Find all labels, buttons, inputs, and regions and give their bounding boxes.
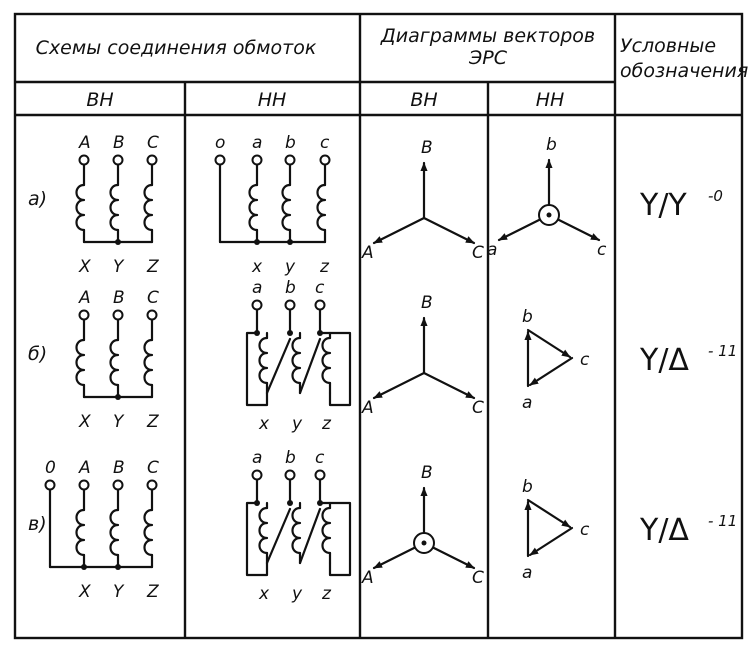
hv-scheme-1-top-label: C <box>147 288 159 308</box>
hv-scheme-2-winding-0-coil <box>77 510 85 555</box>
lv-scheme-1-coil-1 <box>293 338 301 383</box>
lv-vectors-2 <box>522 477 590 583</box>
hv-scheme-0-winding-2-terminal <box>148 156 157 165</box>
lv-scheme-0-top-label: a <box>252 133 263 153</box>
hv-scheme-2-top-label: B <box>113 458 125 478</box>
hv-scheme-0-bottom-label: Y <box>113 257 124 277</box>
symbol-1 <box>639 342 737 378</box>
lv-scheme-1-top-label: b <box>285 278 296 298</box>
hv-vectors-1-label-left: A <box>362 398 374 418</box>
hv-scheme-1-bottom-label: X <box>79 412 91 432</box>
hv-vectors-0 <box>361 138 484 263</box>
hv-scheme-2-bottom-label: Y <box>113 582 124 602</box>
lv-vectors-1-side-1 <box>528 330 570 357</box>
lv-scheme-1 <box>247 278 350 434</box>
symbol-0-main: Y/Y <box>640 188 687 223</box>
lv-scheme-2-coil-2 <box>323 508 331 553</box>
hv-scheme-2-winding-2-terminal <box>148 481 157 490</box>
hv-vectors-0-label-left: A <box>362 243 374 263</box>
symbol-1-superscript: - 11 <box>708 342 738 360</box>
lv-scheme-2-coil-0 <box>260 508 268 553</box>
subheader-hv-vectors: ВН <box>410 89 438 111</box>
lv-scheme-0-winding-2-terminal <box>321 156 330 165</box>
hv-vectors-1-vector-1 <box>374 373 424 398</box>
hv-scheme-1-winding-2-coil <box>145 340 153 385</box>
hv-scheme-1-bottom-label: Z <box>147 412 159 432</box>
lv-scheme-1-coil-2 <box>323 338 331 383</box>
hv-scheme-1-junction <box>115 394 121 400</box>
hv-scheme-2-top-label: C <box>147 458 159 478</box>
header-symbols: Условные <box>620 35 717 57</box>
lv-vectors-0-label-top: b <box>546 135 557 155</box>
hv-scheme-0-winding-2-coil <box>145 185 153 230</box>
lv-scheme-1-terminal-1 <box>286 301 295 310</box>
hv-scheme-2-bottom-label: Z <box>147 582 159 602</box>
lv-scheme-0-winding-2-coil <box>318 185 326 230</box>
hv-vectors-2-label-right: C <box>472 568 484 588</box>
lv-scheme-0-junction <box>287 239 293 245</box>
symbol-1-main: Y/Δ <box>640 343 689 378</box>
symbol-2-main: Y/Δ <box>640 513 689 548</box>
lv-vectors-1-label-right: c <box>580 350 590 370</box>
lv-scheme-2-top-label: c <box>315 448 325 468</box>
header-symbols-2: обозначения <box>620 60 749 82</box>
hv-scheme-1-winding-2-terminal <box>148 311 157 320</box>
lv-scheme-2-bottom-label: x <box>259 584 270 604</box>
lv-scheme-2-terminal-1 <box>286 471 295 480</box>
lv-scheme-2-node-1 <box>287 500 293 506</box>
hv-scheme-0 <box>77 133 160 277</box>
lv-vectors-2-label-top: b <box>522 477 533 497</box>
hv-vectors-2 <box>361 463 484 588</box>
row-marker: а) <box>28 188 48 210</box>
lv-vectors-1 <box>522 307 590 413</box>
lv-scheme-2-terminal-2 <box>316 471 325 480</box>
hv-vectors-0-label-top: B <box>421 138 433 158</box>
lv-scheme-1-terminal-0 <box>253 301 262 310</box>
hv-scheme-2-neutral-label: 0 <box>45 458 56 478</box>
lv-scheme-0-top-label: b <box>285 133 296 153</box>
hv-scheme-0-junction <box>115 239 121 245</box>
symbol-2-superscript: - 11 <box>708 512 738 530</box>
lv-scheme-0-junction-2 <box>254 239 260 245</box>
lv-scheme-2-link-c <box>300 509 320 563</box>
hv-scheme-2-winding-1-coil <box>111 510 119 555</box>
hv-vectors-0-vector-1 <box>374 218 424 243</box>
lv-scheme-0-bottom-label: z <box>320 257 329 277</box>
hv-scheme-2-top-label: A <box>79 458 91 478</box>
hv-vectors-1-label-top: B <box>421 293 433 313</box>
hv-scheme-0-top-label: C <box>147 133 159 153</box>
subheader-lv-scheme: НН <box>257 89 287 111</box>
hv-scheme-1-top-label: A <box>79 288 91 308</box>
lv-scheme-1-terminal-2 <box>316 301 325 310</box>
lv-scheme-1-bottom-label: z <box>322 414 331 434</box>
lv-scheme-2-coil-1 <box>293 508 301 553</box>
lv-scheme-1-bottom-label: x <box>259 414 270 434</box>
hv-scheme-1 <box>77 288 160 432</box>
hv-scheme-1-winding-0-coil <box>77 340 85 385</box>
hv-scheme-2-bottom-label: X <box>79 582 91 602</box>
lv-scheme-1-bottom-label: y <box>292 414 303 434</box>
lv-vectors-0-neutral-dot <box>547 213 552 218</box>
lv-scheme-2-bottom-label: y <box>292 584 303 604</box>
hv-vectors-1-vector-2 <box>424 373 474 398</box>
lv-scheme-1-coil-0 <box>260 338 268 383</box>
hv-scheme-0-winding-0-terminal <box>80 156 89 165</box>
subheader-hv-scheme: ВН <box>86 89 114 111</box>
hv-vectors-0-label-right: C <box>472 243 484 263</box>
row-marker: в) <box>28 513 47 535</box>
lv-scheme-2 <box>247 448 350 604</box>
hv-scheme-0-winding-1-terminal <box>114 156 123 165</box>
lv-scheme-2-top-label: a <box>252 448 263 468</box>
hv-vectors-2-neutral-dot <box>422 541 427 546</box>
lv-scheme-1-link-c <box>300 339 320 393</box>
symbol-0-superscript: -0 <box>708 187 723 205</box>
lv-scheme-0-neutral-label: o <box>215 133 226 153</box>
header-schemes: Схемы соединения обмоток <box>35 37 317 59</box>
drawings <box>28 133 737 604</box>
hv-scheme-1-winding-1-terminal <box>114 311 123 320</box>
hv-vectors-2-label-top: B <box>421 463 433 483</box>
lv-scheme-0-winding-1-coil <box>283 185 291 230</box>
lv-scheme-2-link-b <box>267 509 290 563</box>
lv-vectors-2-label-right: c <box>580 520 590 540</box>
hv-scheme-1-top-label: B <box>113 288 125 308</box>
lv-vectors-2-side-2 <box>530 528 572 555</box>
lv-scheme-0-bottom-label: x <box>252 257 263 277</box>
symbol-2 <box>639 512 737 548</box>
hv-scheme-0-bottom-label: Z <box>147 257 159 277</box>
lv-scheme-1-node-1 <box>287 330 293 336</box>
hv-scheme-1-winding-0-terminal <box>80 311 89 320</box>
hv-scheme-0-top-label: A <box>79 133 91 153</box>
hv-vectors-1-label-right: C <box>472 398 484 418</box>
lv-scheme-0-neutral-terminal <box>216 156 225 165</box>
lv-scheme-2-bottom-label: z <box>322 584 331 604</box>
hv-scheme-2-winding-0-terminal <box>80 481 89 490</box>
hv-scheme-1-winding-1-coil <box>111 340 119 385</box>
header-vectors: Диаграммы векторов <box>380 25 596 47</box>
lv-vectors-1-label-bottom: a <box>522 393 533 413</box>
hv-scheme-2 <box>45 458 159 602</box>
lv-scheme-0-bottom-label: y <box>285 257 296 277</box>
hv-vectors-1 <box>361 293 484 418</box>
lv-scheme-0-winding-0-coil <box>250 185 258 230</box>
lv-scheme-2-terminal-0 <box>253 471 262 480</box>
lv-vectors-1-label-top: b <box>522 307 533 327</box>
table-grid <box>15 14 742 638</box>
hv-scheme-2-winding-2-coil <box>145 510 153 555</box>
hv-scheme-1-bottom-label: Y <box>113 412 124 432</box>
hv-scheme-0-bottom-label: X <box>79 257 91 277</box>
hv-scheme-0-winding-1-coil <box>111 185 119 230</box>
lv-vectors-1-side-2 <box>530 358 572 385</box>
hv-scheme-2-neutral-terminal <box>46 481 55 490</box>
lv-vectors-2-label-bottom: a <box>522 563 533 583</box>
lv-scheme-1-link-b <box>267 339 290 393</box>
lv-vectors-2-side-1 <box>528 500 570 527</box>
hv-scheme-2-junction-2 <box>81 564 87 570</box>
row-marker: б) <box>28 343 48 365</box>
lv-scheme-0-winding-0-terminal <box>253 156 262 165</box>
hv-vectors-2-label-left: A <box>362 568 374 588</box>
subheader-lv-vectors: НН <box>535 89 565 111</box>
lv-scheme-1-top-label: a <box>252 278 263 298</box>
lv-vectors-0-label-left: a <box>487 240 498 260</box>
lv-scheme-0-top-label: c <box>320 133 330 153</box>
lv-scheme-0-winding-1-terminal <box>286 156 295 165</box>
lv-vectors-0 <box>487 135 607 260</box>
header-vectors-emf: ЭРС <box>469 47 507 69</box>
hv-vectors-0-vector-2 <box>424 218 474 243</box>
hv-scheme-0-top-label: B <box>113 133 125 153</box>
lv-scheme-2-top-label: b <box>285 448 296 468</box>
hv-scheme-2-winding-1-terminal <box>114 481 123 490</box>
lv-vectors-0-label-right: c <box>597 240 607 260</box>
symbol-0 <box>639 187 723 223</box>
lv-scheme-1-top-label: c <box>315 278 325 298</box>
lv-scheme-0 <box>215 133 330 277</box>
hv-scheme-2-junction <box>115 564 121 570</box>
hv-scheme-0-winding-0-coil <box>77 185 85 230</box>
